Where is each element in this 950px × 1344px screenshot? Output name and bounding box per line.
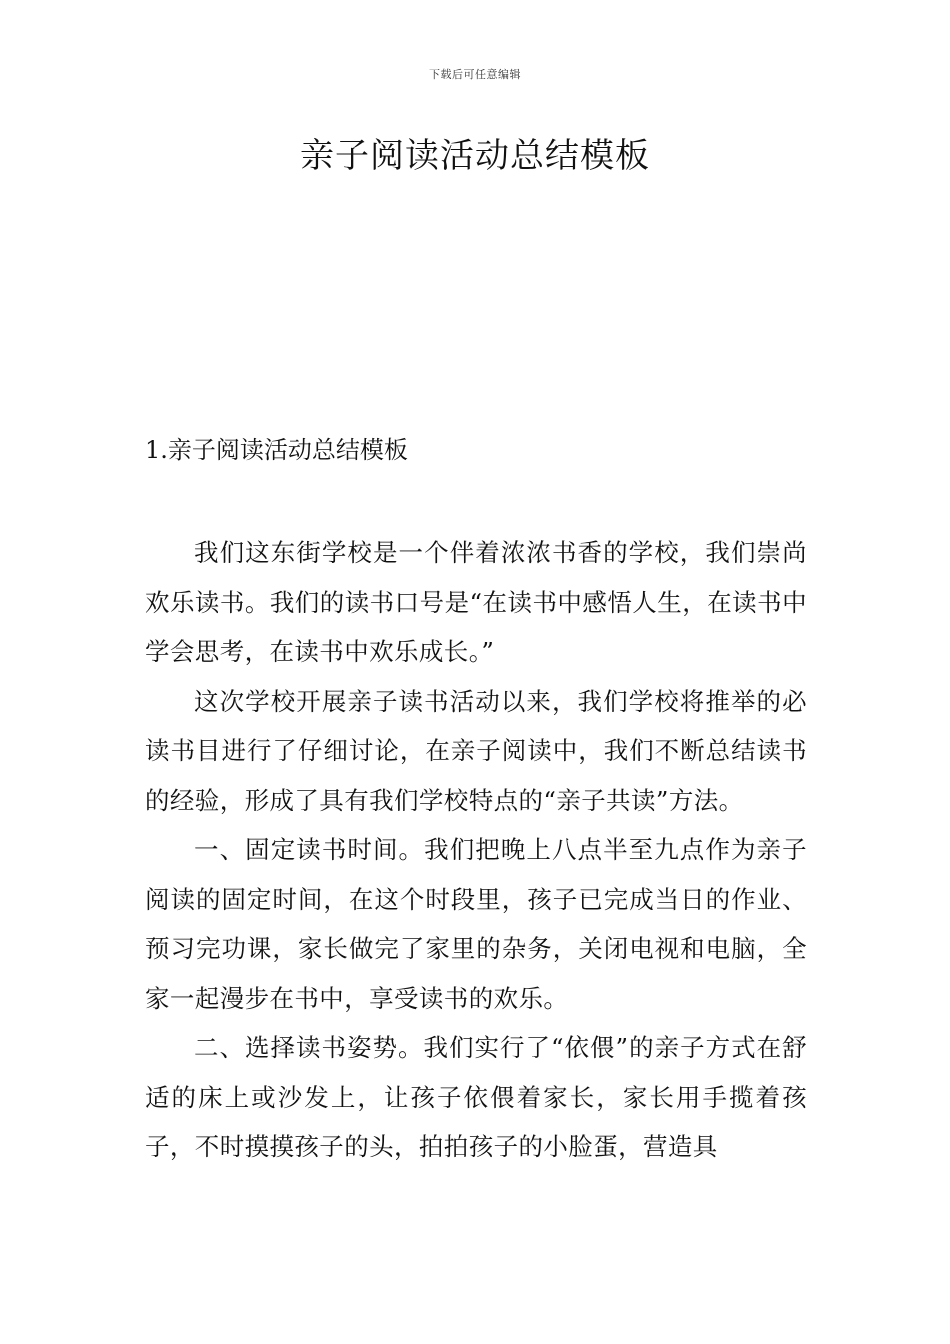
document-title: 亲子阅读活动总结模板: [300, 136, 650, 176]
paragraph-reading-posture: 二、选择读书姿势。我们实行了“依偎”的亲子方式在舒适的床上或沙发上，让孩子依偎着家长，家长用手揽着孩子，不时摸摸孩子的头，拍拍孩子的小脸蛋，营造具: [145, 1033, 807, 1161]
paragraph-fixed-time: 一、固定读书时间。我们把晚上八点半至九点作为亲子阅读的固定时间，在这个时段里，孩子已完成当日的作业、预习完功课，家长做完了家里的杂务，关闭电视和电脑，全家一起漫步在书中，享受读书的欢乐。: [145, 835, 807, 1013]
paragraph-intro: 我们这东街学校是一个伴着浓浓书香的学校，我们崇尚欢乐读书。我们的读书口号是“在读书中感悟人生，在读书中学会思考，在读书中欢乐成长。”: [145, 538, 807, 666]
header-note: 下载后可任意编辑: [429, 68, 521, 81]
section-heading: 1.亲子阅读活动总结模板: [145, 436, 408, 464]
paragraph-activity: 这次学校开展亲子读书活动以来，我们学校将推举的必读书目进行了仔细讨论，在亲子阅读中，我们不断总结读书的经验，形成了具有我们学校特点的“亲子共读”方法。: [145, 686, 807, 815]
body-text: [145, 528, 807, 1172]
